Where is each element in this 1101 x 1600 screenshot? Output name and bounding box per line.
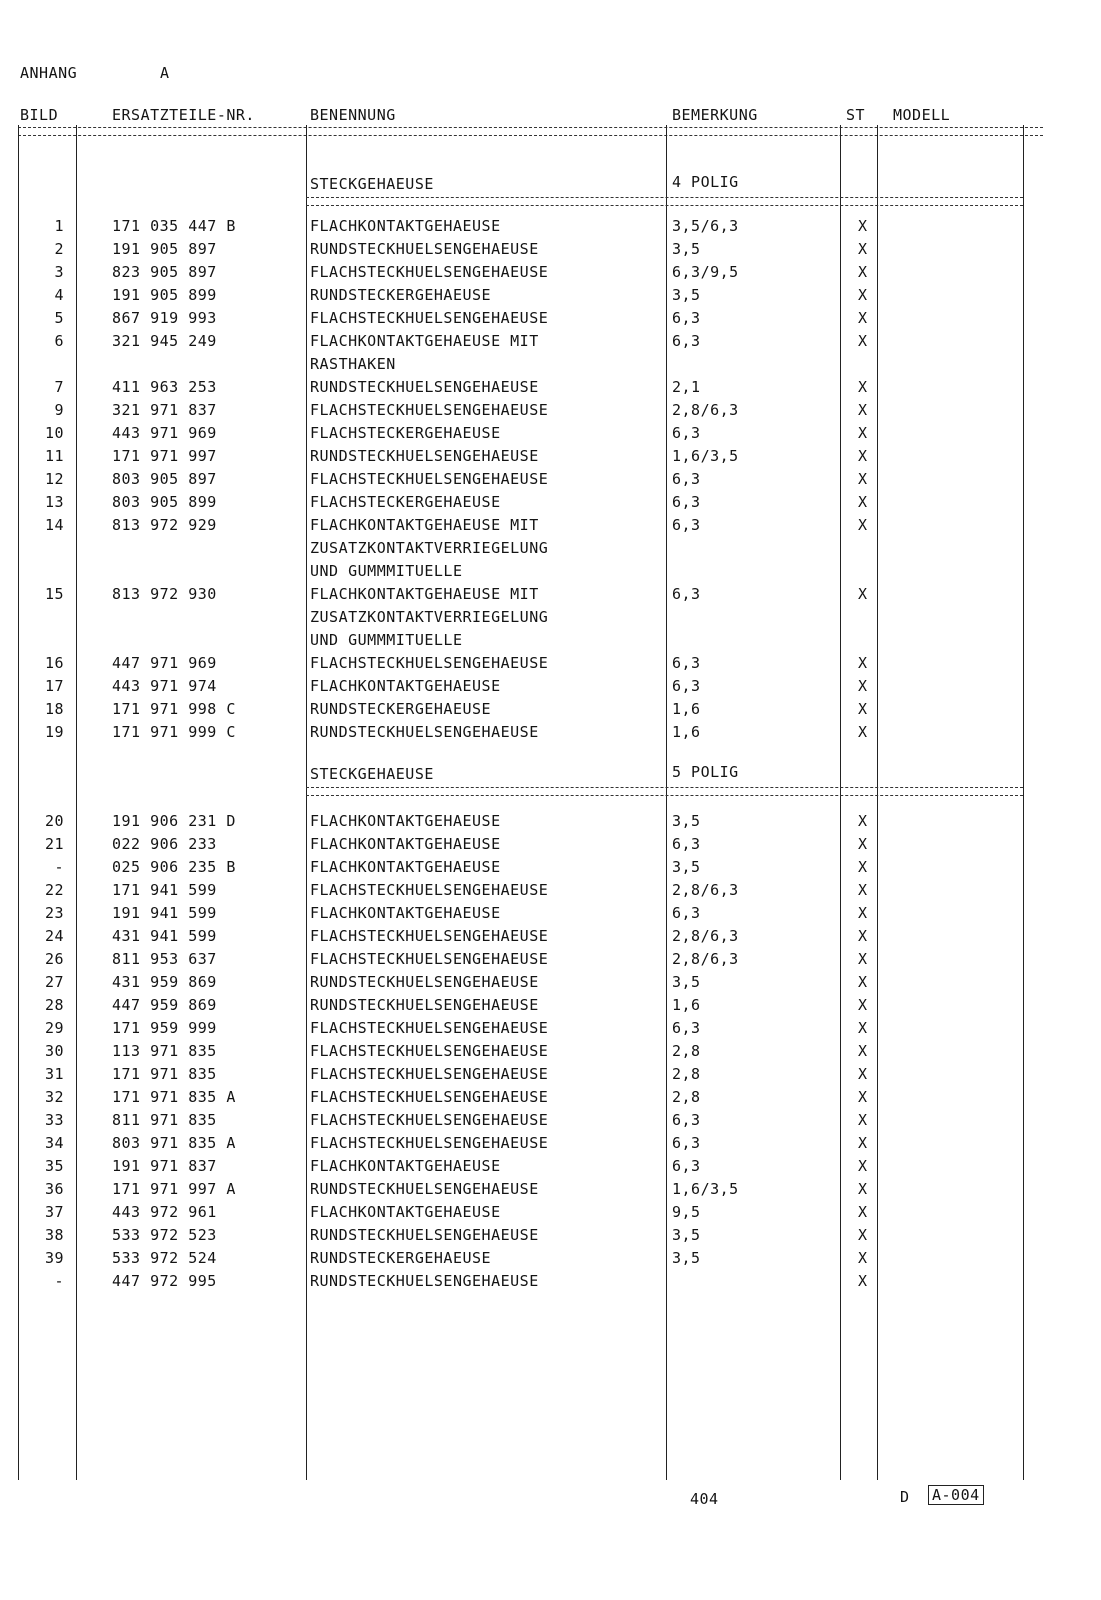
- st-mark: X: [858, 1042, 868, 1060]
- part-name: RUNDSTECKHUELSENGEHAEUSE: [310, 378, 539, 396]
- st-mark: X: [858, 1088, 868, 1106]
- st-mark: X: [858, 1272, 868, 1290]
- part-number: 321 945 249: [112, 332, 217, 350]
- part-name: FLACHKONTAKTGEHAEUSE MIT: [310, 516, 539, 534]
- part-number: 811 971 835: [112, 1111, 217, 1129]
- st-mark: X: [858, 835, 868, 853]
- part-number: 171 971 997: [112, 447, 217, 465]
- part-number: 803 971 835 A: [112, 1134, 236, 1152]
- table-row: [0, 1270, 1101, 1293]
- bild-number: 20: [44, 812, 64, 830]
- remark: 2,1: [672, 378, 701, 396]
- bild-number: 30: [44, 1042, 64, 1060]
- anhang-label: ANHANG: [20, 64, 78, 82]
- table-row: [0, 994, 1101, 1017]
- part-name: FLACHKONTAKTGEHAEUSE MIT: [310, 585, 539, 603]
- table-row: [0, 971, 1101, 994]
- table-row: [0, 376, 1101, 399]
- bild-number: 27: [44, 973, 64, 991]
- part-number: 533 972 524: [112, 1249, 217, 1267]
- st-mark: X: [858, 1111, 868, 1129]
- st-mark: X: [858, 447, 868, 465]
- part-name: FLACHKONTAKTGEHAEUSE: [310, 835, 501, 853]
- table-row: [0, 1063, 1101, 1086]
- bild-number: 12: [44, 470, 64, 488]
- remark: 3,5: [672, 286, 701, 304]
- st-mark: X: [858, 1226, 868, 1244]
- part-number: 431 959 869: [112, 973, 217, 991]
- bild-number: 36: [44, 1180, 64, 1198]
- part-number: 171 035 447 B: [112, 217, 236, 235]
- table-row: [0, 307, 1101, 330]
- remark: 1,6: [672, 723, 701, 741]
- st-mark: X: [858, 1203, 868, 1221]
- part-name: FLACHKONTAKTGEHAEUSE: [310, 858, 501, 876]
- bild-number: 13: [44, 493, 64, 511]
- remark: 3,5: [672, 1249, 701, 1267]
- part-number: 171 971 835: [112, 1065, 217, 1083]
- remark: 1,6/3,5: [672, 1180, 739, 1198]
- part-name-continuation: RASTHAKEN: [310, 355, 396, 373]
- part-name: FLACHSTECKHUELSENGEHAEUSE: [310, 654, 549, 672]
- part-name: RUNDSTECKHUELSENGEHAEUSE: [310, 1226, 539, 1244]
- table-row: [0, 1132, 1101, 1155]
- remark: 1,6: [672, 700, 701, 718]
- st-mark: X: [858, 881, 868, 899]
- col-header-bild: BILD: [20, 106, 59, 124]
- remark: 6,3: [672, 516, 701, 534]
- remark: 6,3: [672, 677, 701, 695]
- part-name: FLACHSTECKHUELSENGEHAEUSE: [310, 881, 549, 899]
- remark: 6,3: [672, 1019, 701, 1037]
- table-row: [0, 698, 1101, 721]
- bild-number: 35: [44, 1157, 64, 1175]
- part-name-continuation: ZUSATZKONTAKTVERRIEGELUNG: [310, 539, 549, 557]
- remark: 3,5: [672, 812, 701, 830]
- part-name: FLACHSTECKHUELSENGEHAEUSE: [310, 1019, 549, 1037]
- st-mark: X: [858, 401, 868, 419]
- bild-number: 11: [44, 447, 64, 465]
- part-name: RUNDSTECKERGEHAEUSE: [310, 700, 492, 718]
- remark: 9,5: [672, 1203, 701, 1221]
- part-name-continuation: ZUSATZKONTAKTVERRIEGELUNG: [310, 608, 549, 626]
- remark: 6,3: [672, 585, 701, 603]
- bild-number: 31: [44, 1065, 64, 1083]
- st-mark: X: [858, 950, 868, 968]
- part-name: RUNDSTECKHUELSENGEHAEUSE: [310, 447, 539, 465]
- bild-number: 28: [44, 996, 64, 1014]
- remark: 6,3: [672, 1134, 701, 1152]
- table-row: [0, 215, 1101, 238]
- table-row: [0, 675, 1101, 698]
- st-mark: X: [858, 332, 868, 350]
- st-mark: X: [858, 378, 868, 396]
- part-number: 191 905 897: [112, 240, 217, 258]
- part-name: FLACHKONTAKTGEHAEUSE: [310, 812, 501, 830]
- bild-number: 23: [44, 904, 64, 922]
- remark: 1,6/3,5: [672, 447, 739, 465]
- part-name: FLACHKONTAKTGEHAEUSE: [310, 677, 501, 695]
- bild-number: 6: [54, 332, 64, 350]
- part-name: FLACHSTECKHUELSENGEHAEUSE: [310, 309, 549, 327]
- st-mark: X: [858, 812, 868, 830]
- table-row: [0, 856, 1101, 879]
- part-number: 803 905 897: [112, 470, 217, 488]
- part-number: 867 919 993: [112, 309, 217, 327]
- part-number: 811 953 637: [112, 950, 217, 968]
- section-title: STECKGEHAEUSE: [310, 175, 434, 193]
- remark: 6,3: [672, 309, 701, 327]
- part-name: FLACHSTECKHUELSENGEHAEUSE: [310, 470, 549, 488]
- part-number: 443 971 969: [112, 424, 217, 442]
- table-row: [0, 902, 1101, 925]
- st-mark: X: [858, 240, 868, 258]
- part-name: FLACHKONTAKTGEHAEUSE: [310, 1157, 501, 1175]
- table-row: [0, 810, 1101, 833]
- part-name: RUNDSTECKHUELSENGEHAEUSE: [310, 1180, 539, 1198]
- table-row: [0, 925, 1101, 948]
- part-name: RUNDSTECKERGEHAEUSE: [310, 1249, 492, 1267]
- table-row: [0, 879, 1101, 902]
- part-name: FLACHSTECKHUELSENGEHAEUSE: [310, 950, 549, 968]
- table-row: [0, 1109, 1101, 1132]
- part-name: FLACHSTECKHUELSENGEHAEUSE: [310, 1088, 549, 1106]
- bild-number: 26: [44, 950, 64, 968]
- st-mark: X: [858, 973, 868, 991]
- part-number: 443 972 961: [112, 1203, 217, 1221]
- remark: 3,5: [672, 240, 701, 258]
- bild-number: 34: [44, 1134, 64, 1152]
- table-row: [0, 468, 1101, 491]
- bild-number: 2: [54, 240, 64, 258]
- table-row: [0, 238, 1101, 261]
- part-name: FLACHSTECKERGEHAEUSE: [310, 493, 501, 511]
- bild-number: 16: [44, 654, 64, 672]
- part-name: FLACHKONTAKTGEHAEUSE: [310, 904, 501, 922]
- remark: 2,8/6,3: [672, 927, 739, 945]
- table-row: [0, 833, 1101, 856]
- col-header-benennung: BENENNUNG: [310, 106, 396, 124]
- part-number: 171 959 999: [112, 1019, 217, 1037]
- part-name: FLACHSTECKERGEHAEUSE: [310, 424, 501, 442]
- bild-number: 7: [54, 378, 64, 396]
- part-name: FLACHSTECKHUELSENGEHAEUSE: [310, 1065, 549, 1083]
- st-mark: X: [858, 493, 868, 511]
- st-mark: X: [858, 1134, 868, 1152]
- st-mark: X: [858, 424, 868, 442]
- st-mark: X: [858, 723, 868, 741]
- table-row: [0, 652, 1101, 675]
- st-mark: X: [858, 516, 868, 534]
- st-mark: X: [858, 1180, 868, 1198]
- bild-number: 24: [44, 927, 64, 945]
- anhang-value: A: [160, 64, 170, 82]
- part-name: FLACHSTECKHUELSENGEHAEUSE: [310, 1042, 549, 1060]
- remark: 2,8: [672, 1065, 701, 1083]
- st-mark: X: [858, 927, 868, 945]
- bild-number: 15: [44, 585, 64, 603]
- part-number: 411 963 253: [112, 378, 217, 396]
- remark: 6,3: [672, 654, 701, 672]
- table-row: [0, 1178, 1101, 1201]
- part-number: 191 971 837: [112, 1157, 217, 1175]
- part-name: FLACHKONTAKTGEHAEUSE: [310, 1203, 501, 1221]
- part-number: 813 972 929: [112, 516, 217, 534]
- st-mark: X: [858, 1019, 868, 1037]
- st-mark: X: [858, 286, 868, 304]
- remark: 6,3: [672, 835, 701, 853]
- st-mark: X: [858, 309, 868, 327]
- part-number: 171 971 835 A: [112, 1088, 236, 1106]
- col-header-ersatzteile-nr: ERSATZTEILE-NR.: [112, 106, 255, 124]
- part-name: RUNDSTECKERGEHAEUSE: [310, 286, 492, 304]
- bild-number: 32: [44, 1088, 64, 1106]
- remark: 3,5: [672, 858, 701, 876]
- part-name: FLACHSTECKHUELSENGEHAEUSE: [310, 1111, 549, 1129]
- st-mark: X: [858, 585, 868, 603]
- remark: 6,3: [672, 493, 701, 511]
- part-number: 447 971 969: [112, 654, 217, 672]
- table-row: [0, 514, 1101, 537]
- part-name-continuation: UND GUMMMITUELLE: [310, 631, 463, 649]
- part-number: 025 906 235 B: [112, 858, 236, 876]
- bild-number: 14: [44, 516, 64, 534]
- part-name: RUNDSTECKHUELSENGEHAEUSE: [310, 240, 539, 258]
- table-row: [0, 284, 1101, 307]
- part-number: 022 906 233: [112, 835, 217, 853]
- part-name: FLACHSTECKHUELSENGEHAEUSE: [310, 927, 549, 945]
- table-row: [0, 261, 1101, 284]
- bild-number: 38: [44, 1226, 64, 1244]
- remark: 6,3: [672, 904, 701, 922]
- bild-number: 3: [54, 263, 64, 281]
- table-row: [0, 948, 1101, 971]
- part-number: 113 971 835: [112, 1042, 217, 1060]
- part-number: 171 971 998 C: [112, 700, 236, 718]
- remark: 2,8: [672, 1088, 701, 1106]
- part-number: 171 941 599: [112, 881, 217, 899]
- st-mark: X: [858, 470, 868, 488]
- bild-number: 33: [44, 1111, 64, 1129]
- part-number: 171 971 999 C: [112, 723, 236, 741]
- section-note: 4 POLIG: [672, 173, 739, 191]
- remark: 6,3: [672, 470, 701, 488]
- bild-number: 18: [44, 700, 64, 718]
- bild-number: 19: [44, 723, 64, 741]
- part-number: 431 941 599: [112, 927, 217, 945]
- table-row: [0, 1155, 1101, 1178]
- table-row: [0, 445, 1101, 468]
- table-row: [0, 399, 1101, 422]
- part-number: 803 905 899: [112, 493, 217, 511]
- part-number: 191 941 599: [112, 904, 217, 922]
- remark: 6,3: [672, 332, 701, 350]
- st-mark: X: [858, 654, 868, 672]
- remark: 2,8/6,3: [672, 401, 739, 419]
- st-mark: X: [858, 217, 868, 235]
- st-mark: X: [858, 700, 868, 718]
- bild-number: 4: [54, 286, 64, 304]
- bild-number: 17: [44, 677, 64, 695]
- part-number: 443 971 974: [112, 677, 217, 695]
- table-row: [0, 1224, 1101, 1247]
- page-number: 404: [690, 1490, 719, 1508]
- table-row: [0, 1017, 1101, 1040]
- part-name: FLACHKONTAKTGEHAEUSE MIT: [310, 332, 539, 350]
- page-code: A-004: [928, 1485, 984, 1505]
- remark: 6,3/9,5: [672, 263, 739, 281]
- section-title: STECKGEHAEUSE: [310, 765, 434, 783]
- language-code: D: [900, 1488, 910, 1506]
- table-row: [0, 422, 1101, 445]
- bild-number: 10: [44, 424, 64, 442]
- st-mark: X: [858, 1249, 868, 1267]
- remark: 1,6: [672, 996, 701, 1014]
- remark: 3,5/6,3: [672, 217, 739, 235]
- col-header-st: ST: [846, 106, 866, 124]
- bild-number: 1: [54, 217, 64, 235]
- part-number: 447 959 869: [112, 996, 217, 1014]
- st-mark: X: [858, 1065, 868, 1083]
- bild-number: -: [54, 858, 64, 876]
- bild-number: 29: [44, 1019, 64, 1037]
- st-mark: X: [858, 1157, 868, 1175]
- remark: 3,5: [672, 1226, 701, 1244]
- bild-number: -: [54, 1272, 64, 1290]
- st-mark: X: [858, 904, 868, 922]
- table-row: [0, 721, 1101, 744]
- section-note: 5 POLIG: [672, 763, 739, 781]
- remark: 6,3: [672, 424, 701, 442]
- header-separator: [18, 127, 1043, 136]
- remark: 6,3: [672, 1111, 701, 1129]
- table-row: [0, 1086, 1101, 1109]
- part-number: 813 972 930: [112, 585, 217, 603]
- col-header-modell: MODELL: [893, 106, 951, 124]
- bild-number: 22: [44, 881, 64, 899]
- st-mark: X: [858, 858, 868, 876]
- part-name: FLACHSTECKHUELSENGEHAEUSE: [310, 401, 549, 419]
- remark: 2,8: [672, 1042, 701, 1060]
- part-number: 191 906 231 D: [112, 812, 236, 830]
- table-row: [0, 1040, 1101, 1063]
- part-name: RUNDSTECKHUELSENGEHAEUSE: [310, 973, 539, 991]
- bild-number: 21: [44, 835, 64, 853]
- remark: 2,8/6,3: [672, 881, 739, 899]
- part-name: FLACHSTECKHUELSENGEHAEUSE: [310, 1134, 549, 1152]
- st-mark: X: [858, 996, 868, 1014]
- table-row: [0, 491, 1101, 514]
- bild-number: 5: [54, 309, 64, 327]
- remark: 6,3: [672, 1157, 701, 1175]
- part-name: FLACHKONTAKTGEHAEUSE: [310, 217, 501, 235]
- table-row: [0, 1201, 1101, 1224]
- remark: 3,5: [672, 973, 701, 991]
- part-name: RUNDSTECKHUELSENGEHAEUSE: [310, 1272, 539, 1290]
- part-number: 823 905 897: [112, 263, 217, 281]
- section-separator: [306, 197, 1023, 206]
- part-number: 447 972 995: [112, 1272, 217, 1290]
- part-number: 321 971 837: [112, 401, 217, 419]
- part-name: FLACHSTECKHUELSENGEHAEUSE: [310, 263, 549, 281]
- bild-number: 9: [54, 401, 64, 419]
- part-name: RUNDSTECKHUELSENGEHAEUSE: [310, 723, 539, 741]
- bild-number: 39: [44, 1249, 64, 1267]
- section-separator: [306, 787, 1023, 796]
- part-number: 533 972 523: [112, 1226, 217, 1244]
- remark: 2,8/6,3: [672, 950, 739, 968]
- st-mark: X: [858, 677, 868, 695]
- part-number: 191 905 899: [112, 286, 217, 304]
- bild-number: 37: [44, 1203, 64, 1221]
- table-row: [0, 1247, 1101, 1270]
- part-name: RUNDSTECKHUELSENGEHAEUSE: [310, 996, 539, 1014]
- table-row: [0, 330, 1101, 353]
- part-number: 171 971 997 A: [112, 1180, 236, 1198]
- table-row: [0, 583, 1101, 606]
- part-name-continuation: UND GUMMMITUELLE: [310, 562, 463, 580]
- col-header-bemerkung: BEMERKUNG: [672, 106, 758, 124]
- st-mark: X: [858, 263, 868, 281]
